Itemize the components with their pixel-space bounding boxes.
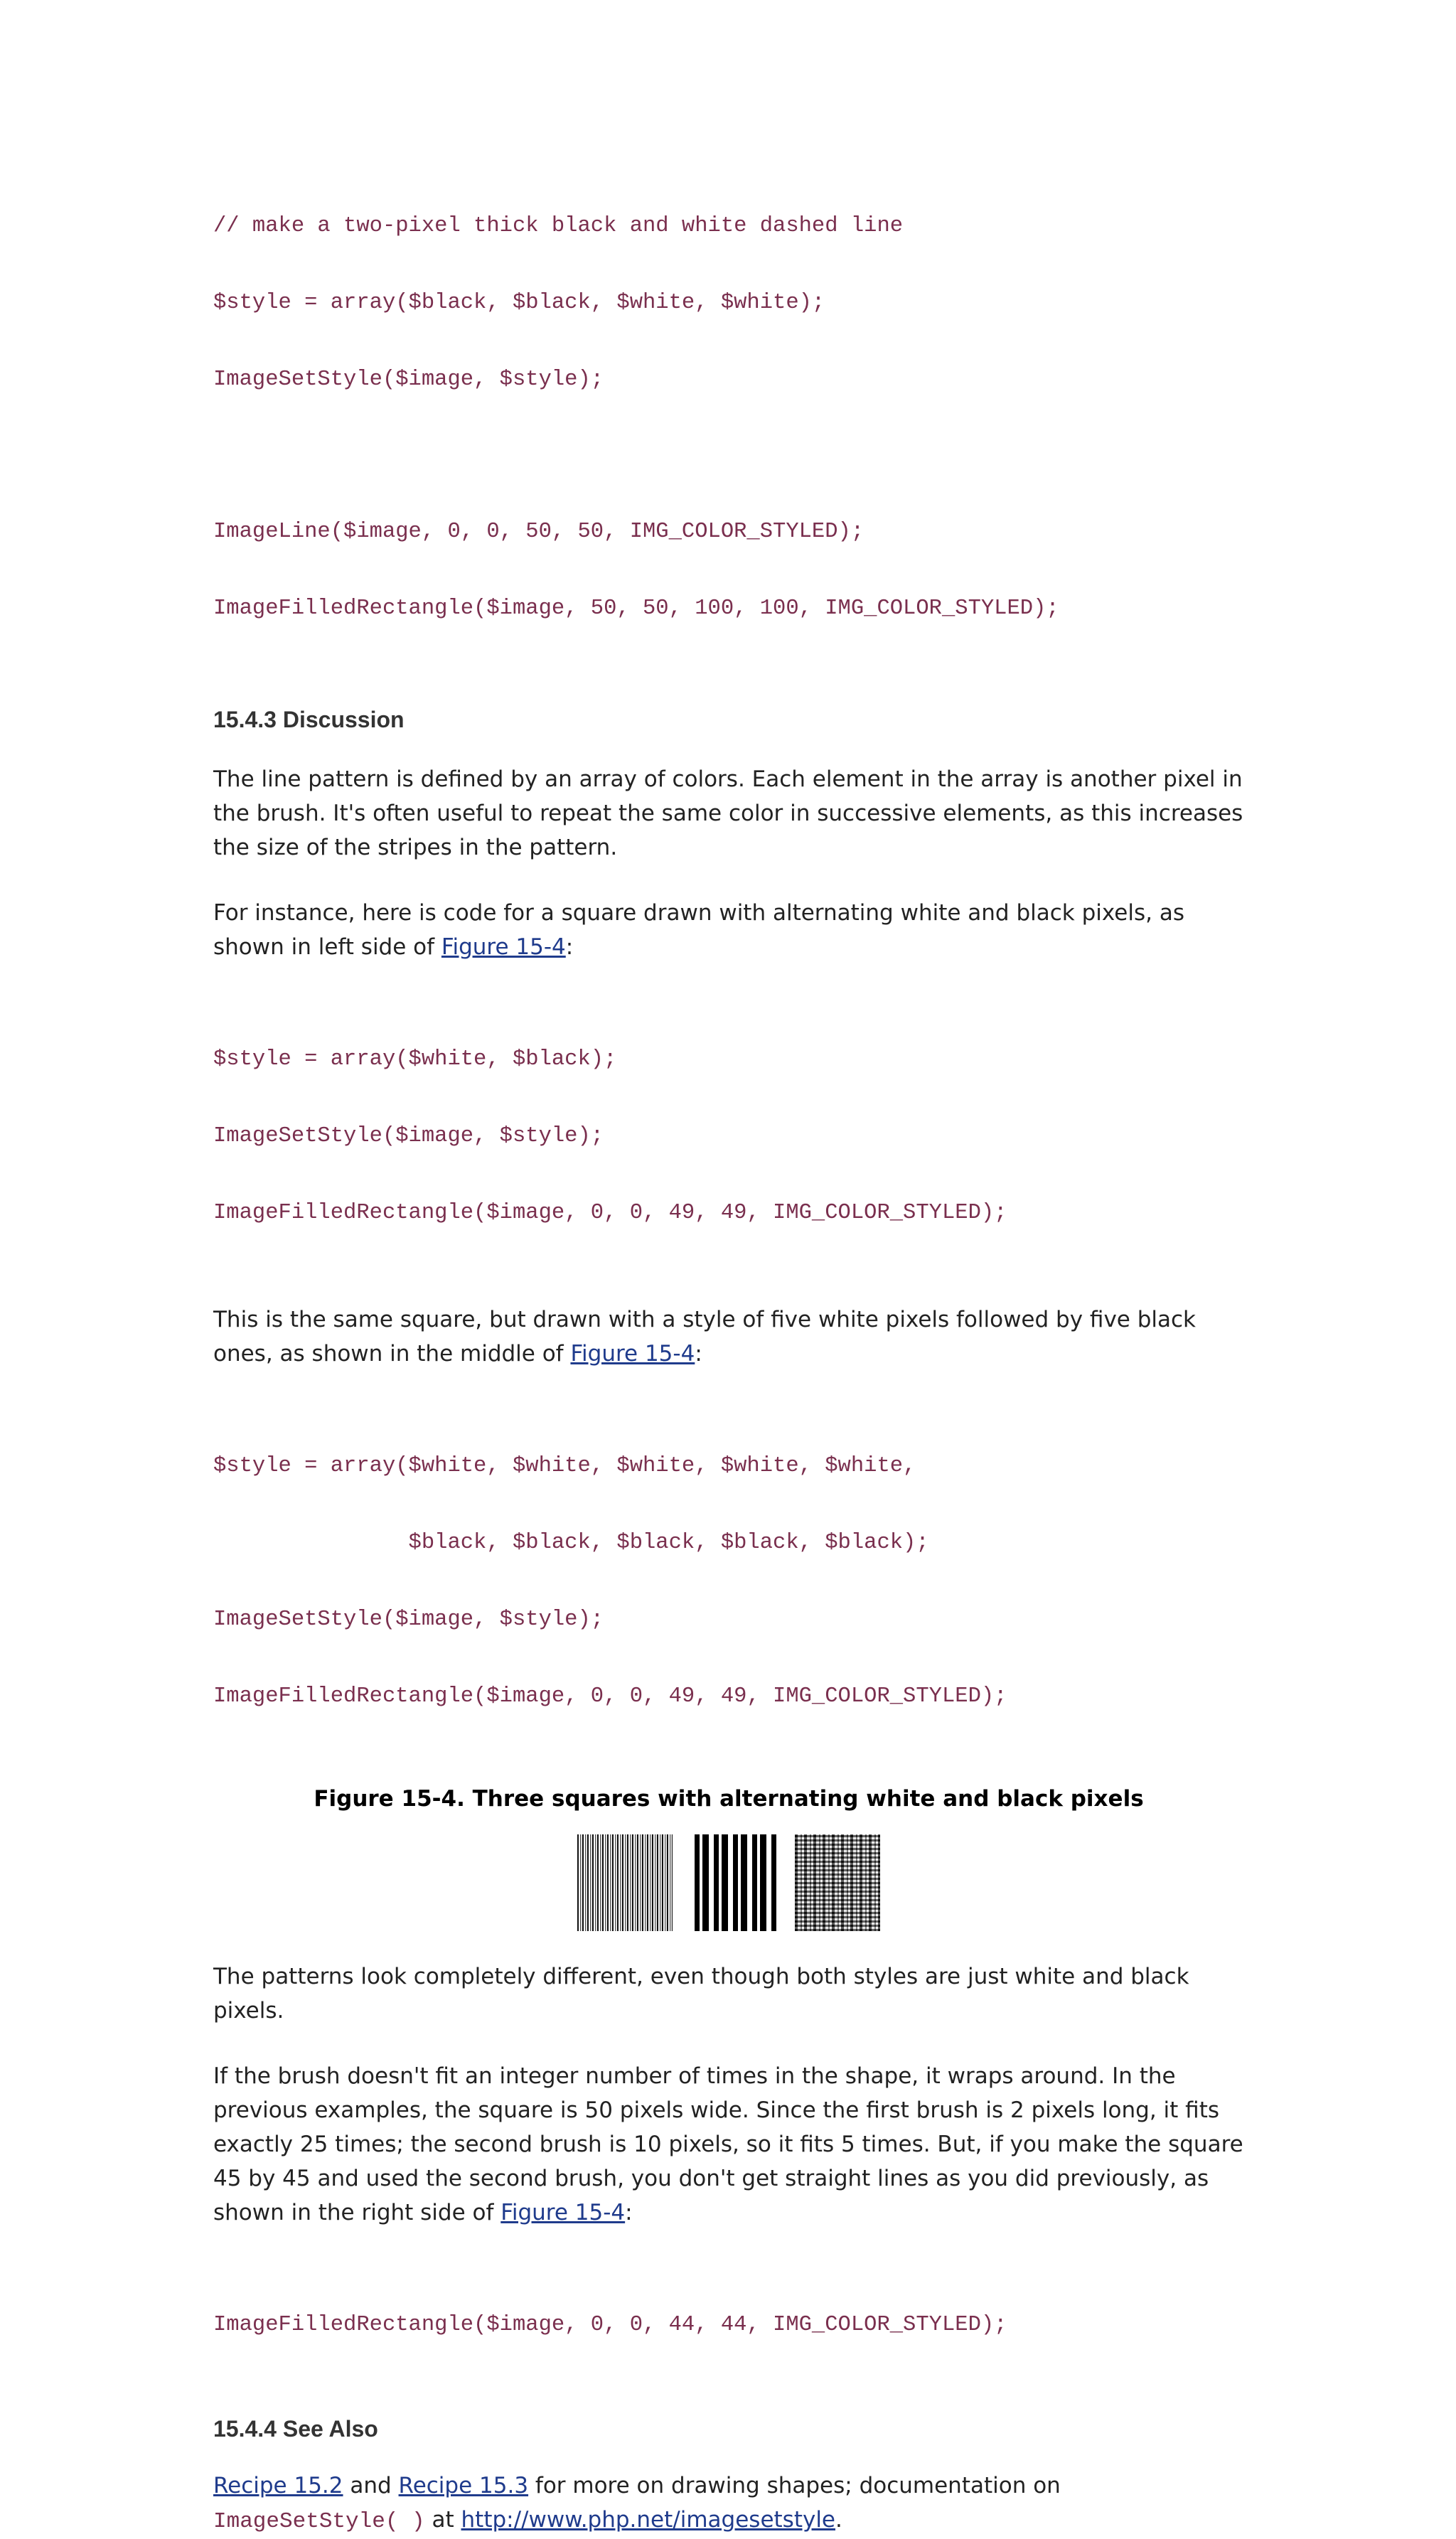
paragraph-3-colon: : bbox=[695, 1341, 702, 1367]
imagesetstyle-code: ImageSetStyle( ) bbox=[213, 2509, 425, 2534]
figure-caption: Figure 15-4. Three squares with alternating white and black pixels bbox=[314, 1786, 1144, 1812]
code-line: ImageSetStyle($image, $style); bbox=[213, 1124, 604, 1148]
code-line: $style = array($white, $black); bbox=[213, 1047, 617, 1071]
code-line: ImageSetStyle($image, $style); bbox=[213, 1608, 604, 1632]
see-also-at: at bbox=[424, 2507, 461, 2533]
paragraph-2-colon: : bbox=[565, 934, 574, 960]
see-also-text: for more on drawing shapes; documentation on bbox=[528, 2473, 1061, 2498]
code-block-4 bbox=[213, 1402, 1251, 1760]
code-line: ImageSetStyle($image, $style); bbox=[213, 368, 604, 392]
recipe-15-3-link[interactable]: Recipe 15.3 bbox=[398, 2473, 529, 2498]
pattern-square-alternating bbox=[577, 1834, 673, 1931]
pattern-square-wrapped bbox=[795, 1834, 880, 1931]
paragraph-4: The patterns look completely different, even though both styles are just white and black pixels. bbox=[213, 1964, 1189, 2024]
code-line: $style = array($white, $white, $white, $white, $white, bbox=[213, 1454, 916, 1478]
paragraph-3 bbox=[213, 1303, 1251, 1371]
figure-15-4-link[interactable]: Figure 15-4 bbox=[570, 1341, 695, 1367]
figure-15-4-link[interactable]: Figure 15-4 bbox=[500, 2200, 626, 2225]
see-also-and: and bbox=[343, 2473, 399, 2498]
see-also-paragraph bbox=[213, 2469, 1251, 2539]
paragraph-3-text: This is the same square, but drawn with a style of five white pixels followed by five black ones, as shown in the middle of bbox=[213, 1307, 1196, 1367]
code-line: ImageFilledRectangle($image, 0, 0, 49, 49, IMG_COLOR_STYLED); bbox=[213, 1201, 1007, 1225]
paragraph-5-colon: : bbox=[625, 2200, 633, 2225]
paragraph-1: The line pattern is defined by an array of colors. Each element in the array is another pixel in the brush. It's often useful to repeat the same color in successive elements, as this increases the size of the stripes in the pattern. bbox=[213, 766, 1243, 860]
see-also-period: . bbox=[835, 2507, 842, 2533]
code-line: // make a two-pixel thick black and white dashed line bbox=[213, 214, 904, 238]
code-block-1 bbox=[213, 162, 1251, 444]
code-line: ImageFilledRectangle($image, 0, 0, 44, 44, IMG_COLOR_STYLED); bbox=[213, 2313, 1007, 2337]
paragraph-5 bbox=[213, 2059, 1251, 2230]
document-page bbox=[213, 162, 1251, 2539]
php-doc-link[interactable]: http://www.php.net/imagesetstyle bbox=[461, 2507, 836, 2533]
figure-15-4 bbox=[213, 1834, 1244, 1931]
figure-15-4-link[interactable]: Figure 15-4 bbox=[441, 934, 566, 960]
paragraph-2 bbox=[213, 896, 1251, 964]
discussion-heading: 15.4.3 Discussion bbox=[213, 707, 405, 732]
code-line: ImageLine($image, 0, 0, 50, 50, IMG_COLOR_STYLED); bbox=[213, 520, 864, 544]
paragraph-2-text: For instance, here is code for a square drawn with alternating white and black pixels, as shown in left side of bbox=[213, 900, 1184, 960]
pattern-square-five-stripes bbox=[690, 1834, 778, 1931]
paragraph-5-text: If the brush doesn't fit an integer number of times in the shape, it wraps around. In the previous examples, the square is 50 pixels wide. Since the first brush is 2 pixels long, it fits exactly 25 times; the second brush is 10 pixels, so it fits 5 times. But, if you make the square 45 by 45 and used the second brush, you don't get straight lines as you did previously, as shown in the right side of bbox=[213, 2063, 1243, 2225]
code-line: $style = array($black, $black, $white, $white); bbox=[213, 291, 825, 315]
recipe-15-2-link[interactable]: Recipe 15.2 bbox=[213, 2473, 343, 2498]
code-block-3 bbox=[213, 995, 1251, 1277]
code-block-2 bbox=[213, 468, 1251, 673]
see-also-heading: 15.4.4 See Also bbox=[213, 2416, 378, 2442]
code-block-5 bbox=[213, 2261, 1251, 2389]
code-line: ImageFilledRectangle($image, 0, 0, 49, 49, IMG_COLOR_STYLED); bbox=[213, 1684, 1007, 1709]
code-line: ImageFilledRectangle($image, 50, 50, 100, 100, IMG_COLOR_STYLED); bbox=[213, 597, 1059, 621]
code-line: $black, $black, $black, $black, $black); bbox=[213, 1531, 929, 1555]
